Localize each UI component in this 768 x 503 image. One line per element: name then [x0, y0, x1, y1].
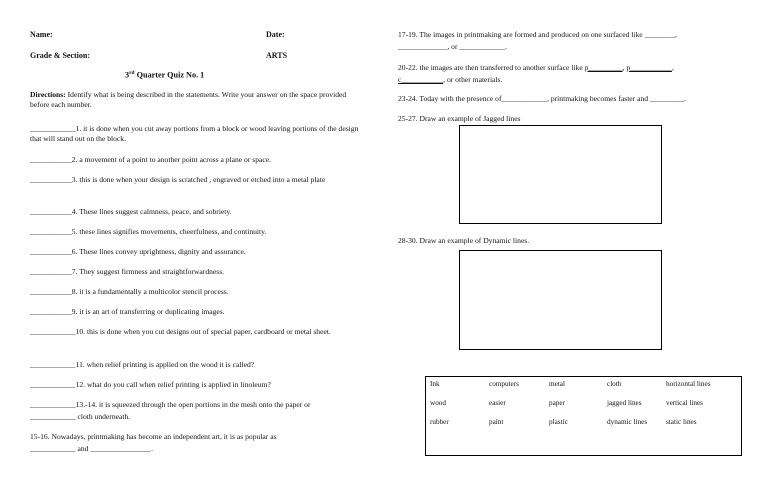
item-25-27: 25-27. Draw an example of Jagged lines	[398, 114, 521, 123]
item-2: ___________2. a movement of a point to another point across a plane or space.	[30, 155, 272, 164]
item-3: ___________3. this is done when your design is scratched , engraved or etched into a metal plate	[30, 175, 326, 184]
item-4: ___________4. These lines suggest calmness, peace, and sobriety.	[30, 207, 232, 216]
item-9: ___________9. it is an art of transferring or duplicating images.	[30, 307, 225, 316]
item-20-22-blank-p1: p_________	[584, 63, 623, 72]
jagged-lines-drawing-box[interactable]	[459, 125, 662, 224]
item-5: ___________5. these lines signifies movements, cheerfulness, and continuity.	[30, 227, 267, 236]
name-label: Name:	[30, 30, 53, 39]
item-13-14: ____________13.-14. it is squeezed through the open portions in the mesh onto the paper or	[30, 400, 311, 409]
word-bank	[425, 376, 742, 456]
word-bank-item: wood	[430, 399, 446, 407]
item-20-22-line2	[398, 75, 743, 85]
word-bank-item: static lines	[666, 418, 697, 426]
date-label: Date:	[266, 30, 285, 39]
word-bank-item: easier	[489, 399, 506, 407]
word-bank-item: paint	[489, 418, 504, 426]
directions-text: Identify what is being described in the statements. Write your answer on the space provided before each number.	[30, 90, 347, 109]
item-20-22-line2-text: , or other materials.	[443, 75, 503, 84]
item-11: ____________11. when relief printing is applied on the wood it is called?	[30, 360, 255, 369]
word-bank-item: computers	[489, 380, 519, 388]
item-1: ____________1. it is done when you cut away portions from a block or wood leaving portions of the design that will stand out on the block.	[30, 124, 359, 143]
title-superscript: rd	[129, 70, 135, 76]
item-20-22-blank-c: c___________	[398, 75, 444, 84]
directions-label: Directions:	[30, 90, 66, 99]
item-20-22-blank-p2: p___________	[626, 63, 672, 72]
item-7: ___________7. They suggest firmness and straightforwardness.	[30, 267, 225, 276]
item-15-16: 15-16. Nowadays, printmaking has become an independent art, it is as popular as	[30, 432, 277, 441]
item-10: ____________10. this is done when you cut designs out of special paper, cardboard or metal sheet.	[30, 327, 331, 336]
item-20-22	[398, 63, 743, 73]
item-20-22-separator: ,	[622, 63, 627, 72]
word-bank-item: metal	[549, 380, 565, 388]
item-17-19: 17-19. The images in printmaking are formed and produced on one surfaced like ________,	[398, 30, 677, 39]
grade-section-label: Grade & Section:	[30, 51, 90, 60]
item-20-22-comma: ,	[671, 63, 674, 72]
word-bank-item: Ink	[430, 380, 440, 388]
item-8: ___________8. it is a fundamentally a multicolor stencil process.	[30, 287, 229, 296]
subject-label: ARTS	[266, 51, 288, 60]
item-15-16-line2: ____________ and ________________.	[30, 444, 153, 453]
quiz-title	[125, 70, 204, 81]
word-bank-item: vertical lines	[666, 399, 703, 407]
word-bank-item: rubber	[430, 418, 449, 426]
word-bank-item: paper	[549, 399, 565, 407]
item-23-24: 23-24. Today with the presence of____________, printmaking becomes faster and _________.	[398, 94, 687, 103]
item-6: ___________6. These lines convey uprightness, dignity and assurance.	[30, 247, 246, 256]
word-bank-item: plastic	[549, 418, 568, 426]
word-bank-item: jagged lines	[607, 399, 642, 407]
item-12: ____________12. what do you call when relief printing is applied in linoleum?	[30, 380, 271, 389]
word-bank-item: cloth	[607, 380, 622, 388]
directions	[30, 90, 360, 110]
title-rest: Quarter Quiz No. 1	[134, 70, 205, 80]
item-20-22-text: 20-22. the images are then transferred to another surface like	[398, 63, 585, 72]
word-bank-item: horizontal lines	[666, 380, 711, 388]
title-number: 3	[125, 70, 130, 80]
item-28-30: 28-30. Draw an example of Dynamic lines.	[398, 236, 530, 245]
word-bank-item: dynamic lines	[607, 418, 648, 426]
dynamic-lines-drawing-box[interactable]	[459, 250, 662, 350]
item-13-14-line2: ____________ cloth underneath.	[30, 412, 131, 421]
item-17-19-line2: _____________, or ____________.	[398, 42, 507, 51]
